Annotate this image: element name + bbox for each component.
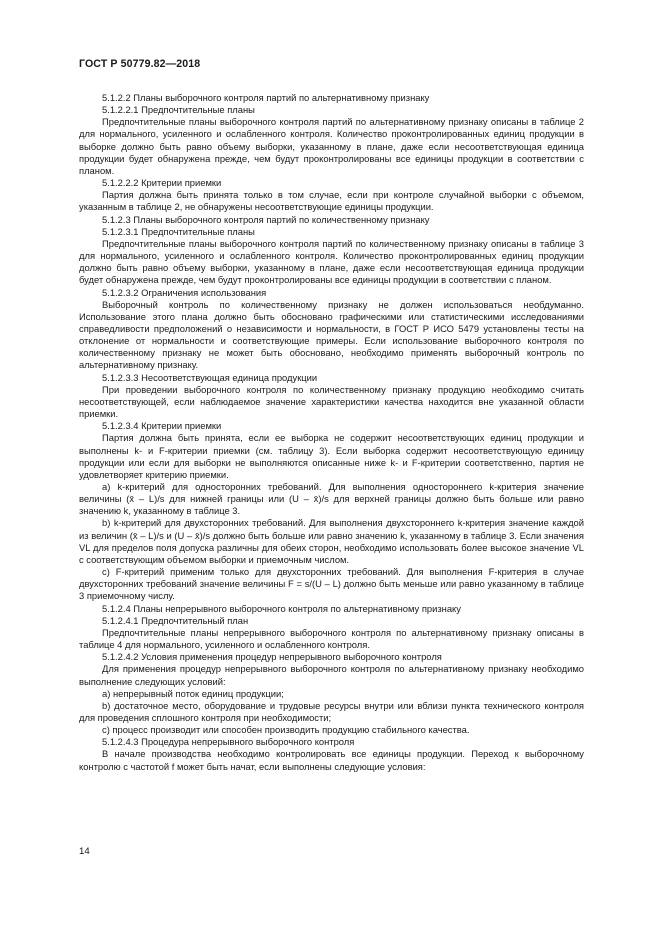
paragraph: c) процесс производит или способен производить продукцию стабильного качества.: [102, 724, 470, 736]
paragraph: c) F-критерий применим только для двухсторонних требований. Для выполнения F-критерия в случае двухсторонних требований значение величины F = s/(U – L) должно быть меньше или равно указанному в таблице 3 приемочному числу.: [79, 566, 584, 602]
paragraph: Предпочтительные планы выборочного контроля партий по количественному признаку описаны в таблице 3 для нормального, усиленного и ослабленного контроля. Количество проконтролированных единиц продукции должно быть равно объему выборки, указанному в плане, даже если несоответствующая единица продукции будет обнаружена прежде, чем будут проконтролированы все единицы продукции в соответствии с планом.: [79, 237, 584, 286]
paragraph: a) k-критерий для односторонних требований. Для выполнения одностороннего k-критерия значение величины (x̄ – L)/s для нижней границы или (U – x̄)/s для верхней границы должно быть больше или равно значению k, указанному в таблице 3.: [79, 481, 584, 517]
paragraph: 5.1.2.4 Планы непрерывного выборочного контроля по альтернативному признаку: [102, 602, 461, 614]
paragraph: Предпочтительные планы непрерывного выборочного контроля по альтернативному признаку описаны в таблице 4 для нормального, усиленного и ослабленного контроля.: [79, 626, 584, 651]
paragraph: При проведении выборочного контроля по количественному признаку продукцию необходимо считать несоответствующей, если наблюдаемое значение характеристики качества находится вне указанной области приемки.: [79, 383, 584, 420]
paragraph: 5.1.2.4.2 Условия применения процедур непрерывного выборочного контроля: [102, 651, 442, 663]
paragraph: 5.1.2.2 Планы выборочного контроля партий по альтернативному признаку: [102, 92, 430, 103]
paragraph: 5.1.2.4.3 Процедура непрерывного выборочного контроля: [102, 736, 355, 748]
paragraph: 5.1.2.3.3 Несоответствующая единица продукции: [102, 371, 318, 383]
paragraph: В начале производства необходимо контролировать все единицы продукции. Переход к выборочному контролю с частотой f может быть начат, если выполнены следующие условия:: [79, 748, 584, 772]
paragraph: Для применения процедур непрерывного выборочного контроля по альтернативному признаку необходимо выполнение следующих условий:: [79, 663, 584, 687]
paragraph: 5.1.2.3.4 Критерии приемки: [102, 420, 222, 432]
page-number: 14: [79, 846, 90, 857]
paragraph: Выборочный контроль по количественному признаку не должен использоваться необдуманно. Использование этого плана должно быть обосновано графическими или статистическими исследованиями справедливости предположений о независимости и нормальности, в ГОСТ Р ИСО 5479 установлены тесты на отклонение от нормальности и соответствующие примеры. Если использование выборочного контроля по количественному признаку не может быть обосновано, необходимо применять выборочный контроль по альтернативному признаку.: [79, 298, 584, 371]
paragraph: 5.1.2.3 Планы выборочного контроля партий по количественному признаку: [102, 213, 430, 225]
paragraph: a) непрерывный поток единиц продукции;: [102, 687, 284, 699]
paragraph: Партия должна быть принята только в том случае, если при контроле случайной выборки с объемом, указанным в таблице 2, не обнаружены несоответствующие единицы продукции.: [79, 189, 584, 213]
paragraph: 5.1.2.3.1 Предпочтительные планы: [102, 225, 255, 237]
paragraph: b) k-критерий для двухсторонних требований. Для выполнения двухстороннего k-критерия значение каждой из величин (x̄ – L)/s и (U – x̄)/s должно быть больше или равно значению k, указанному в таблице 3. Если значения VL для пределов поля допуска различны для обеих сторон, необходимо использовать более высокое значение VL с соответствующим объемом выборки и приемочным числом.: [79, 517, 584, 565]
document-body: [79, 92, 584, 773]
paragraph: 5.1.2.4.1 Предпочтительный план: [102, 614, 249, 626]
document-header: ГОСТ Р 50779.82—2018: [79, 58, 201, 70]
paragraph: 5.1.2.3.2 Ограничения использования: [102, 286, 267, 298]
paragraph: b) достаточное место, оборудование и трудовые ресурсы внутри или вблизи пункта технического контроля для проведения сплошного контроля при необходимости;: [79, 699, 584, 723]
paragraph: Партия должна быть принята, если ее выборка не содержит несоответствующих единиц продукции и выполнены k- и F-критерии приемки (см. таблицу 3). Если выборка содержит несоответствующую единицу продукции или если для выборки не выполняются описанные ниже k- и F-критерии соответственно, партия не удовлетворяет критерию приемки.: [79, 432, 584, 480]
paragraph: 5.1.2.2.1 Предпочтительные планы: [102, 104, 255, 116]
paragraph: 5.1.2.2.2 Критерии приемки: [102, 177, 222, 189]
paragraph: Предпочтительные планы выборочного контроля партий по альтернативному признаку описаны в таблице 2 для нормального, усиленного и ослабленного контроля. Количество проконтролированных единиц продукции в выборке должно быть равно объему выборки, указанному в плане, даже если несоответствующая единица продукции будет обнаружена прежде, чем будут проконтролированы все единицы продукции в соответствии с планом.: [79, 116, 584, 176]
